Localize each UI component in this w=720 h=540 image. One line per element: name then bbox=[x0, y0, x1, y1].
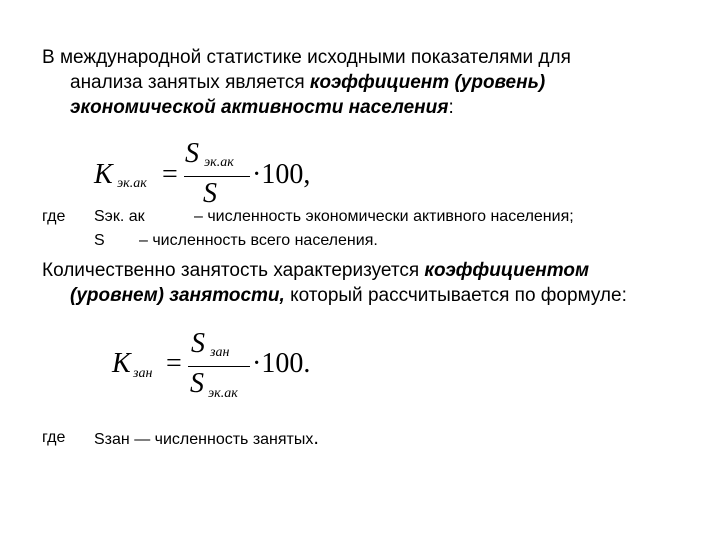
paragraph-2 bbox=[42, 258, 692, 308]
definition-text bbox=[94, 426, 319, 452]
formula-1-equals: = bbox=[162, 159, 178, 190]
definitions-1 bbox=[42, 205, 682, 253]
definition-row bbox=[42, 229, 682, 253]
paragraph-2-line-2-text: который рассчитывается по формуле: bbox=[284, 285, 627, 306]
formula-2-denominator-var: S bbox=[190, 368, 204, 399]
paragraph-2-line-1-text: Количественно занятость характеризуется bbox=[42, 260, 425, 281]
formula-1-lhs-var: K bbox=[94, 159, 113, 190]
formula-1-denominator-var: S bbox=[203, 178, 217, 209]
definition-symbol: Sэк. ак bbox=[94, 208, 145, 225]
formula-2-equals: = bbox=[166, 348, 182, 379]
paragraph-1-line-3-tail: : bbox=[448, 97, 454, 118]
emphasis-employment-level: (уровнем) занятости, bbox=[70, 285, 285, 306]
paragraph-2-line-1 bbox=[42, 260, 589, 281]
formula-1-numerator-var: S bbox=[185, 138, 199, 169]
formula-1-tail: ·100, bbox=[252, 159, 311, 190]
definition-end-period: . bbox=[313, 427, 319, 449]
formula-2-lhs-sub: зан bbox=[133, 366, 153, 381]
paragraph-1 bbox=[42, 45, 692, 120]
paragraph-1-line-2-text: анализа занятых является bbox=[70, 72, 310, 93]
definition-symbol: S bbox=[94, 232, 105, 249]
paragraph-2-line-2 bbox=[42, 283, 692, 308]
paragraph-1-line-3 bbox=[42, 95, 692, 120]
definition-text: – численность экономически активного населения; bbox=[194, 208, 574, 225]
formula-2-tail: ·100. bbox=[252, 348, 311, 379]
definition-text: – численность всего населения. bbox=[139, 232, 378, 249]
formula-2-lhs-var: K bbox=[112, 348, 131, 379]
emphasis-coefficient: коэффициент (уровень) bbox=[309, 72, 546, 93]
emphasis-economic-activity: экономической активности населения bbox=[70, 97, 449, 118]
formula-1-fraction-bar bbox=[184, 176, 250, 177]
where-label: где bbox=[42, 208, 66, 225]
definition-row bbox=[42, 205, 682, 229]
where-label: где bbox=[42, 429, 66, 446]
paragraph-1-line-2 bbox=[42, 70, 692, 95]
definition-row bbox=[42, 426, 682, 450]
definition-employed-text: Sзан — численность занятых bbox=[94, 431, 314, 448]
definitions-2 bbox=[42, 426, 682, 450]
formula-1-lhs-sub: эк.ак bbox=[117, 176, 147, 191]
emphasis-coefficient-employment: коэффициентом bbox=[424, 260, 590, 281]
formula-2-denominator-sub: эк.ак bbox=[208, 386, 238, 401]
formula-2-fraction-bar bbox=[188, 366, 250, 367]
formula-1-numerator-sub: эк.ак bbox=[204, 155, 234, 170]
formula-2-numerator-sub: зан bbox=[210, 345, 230, 360]
formula-2-numerator-var: S bbox=[191, 328, 205, 359]
paragraph-1-line-1: В международной статистике исходными показателями для bbox=[42, 47, 571, 68]
